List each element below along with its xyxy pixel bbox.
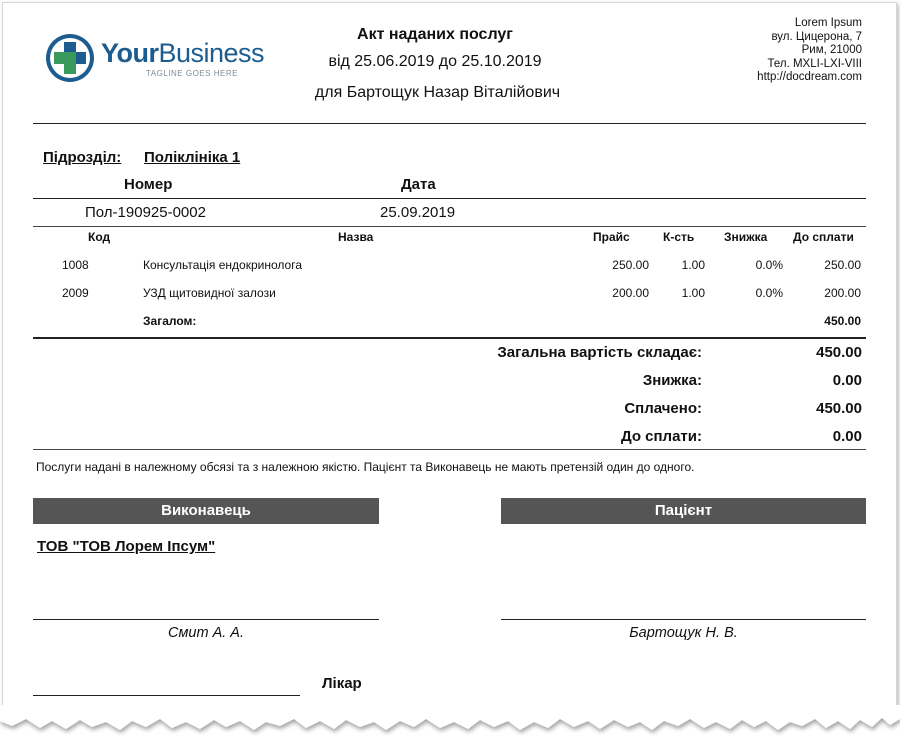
document-period: від 25.06.2019 до 25.10.2019	[328, 53, 542, 70]
doctor-signature-line	[33, 695, 300, 696]
executor-company: ТОВ "ТОВ Лорем Іпсум"	[37, 538, 216, 555]
logo-cross-icon	[44, 32, 96, 84]
company-name: Lorem Ipsum	[794, 17, 862, 29]
doc-header-divider	[33, 198, 866, 199]
row-qty: 1.00	[681, 258, 705, 272]
paid-label: Сплачено:	[624, 400, 702, 417]
patient-signature-line	[501, 619, 866, 620]
row-discount: 0.0%	[755, 258, 783, 272]
logo-brand-b: Business	[158, 38, 265, 68]
number-header: Номер	[124, 176, 173, 193]
paid-value: 450.00	[816, 400, 862, 417]
col-price-header: Прайс	[593, 230, 630, 244]
row-code: 2009	[62, 286, 89, 300]
row-due: 250.00	[824, 258, 861, 272]
doctor-label: Лікар	[322, 675, 362, 692]
department-label: Підрозділ:	[43, 149, 122, 166]
discount-value: 0.00	[832, 372, 862, 389]
col-name-header: Назва	[338, 230, 374, 244]
executor-signature-line	[33, 619, 379, 620]
header-divider	[33, 123, 866, 124]
service-note: Послуги надані в належному обсязі та з належною якістю. Пацієнт та Виконавець не мають претензій один до одного.	[36, 460, 695, 474]
executor-signer: Смит А. А.	[167, 625, 244, 641]
col-due-header: До сплати	[793, 230, 854, 244]
row-code: 1008	[62, 258, 89, 272]
patient-signer: Бартощук Н. В.	[629, 625, 738, 641]
company-phone: Тел. MXLI-LXI-VIII	[767, 57, 862, 70]
col-qty-header: К-сть	[663, 230, 695, 244]
patient-header: Пацієнт	[501, 498, 866, 524]
row-qty: 1.00	[681, 286, 705, 300]
row-name: Консультація ендокринолога	[143, 258, 302, 272]
executor-header: Виконавець	[33, 498, 379, 524]
totals-divider	[33, 337, 866, 339]
row-due: 200.00	[824, 286, 861, 300]
total-cost-label: Загальна вартість складає:	[497, 344, 702, 361]
total-cost-value: 450.00	[816, 344, 862, 361]
row-discount: 0.0%	[755, 286, 783, 300]
row-name: УЗД щитовидної залози	[143, 286, 276, 300]
table-top-divider	[33, 226, 866, 227]
company-address	[757, 17, 862, 85]
company-url[interactable]: http://docdream.com	[757, 71, 862, 83]
document-recipient: для Бартощук Назар Віталійович	[314, 84, 561, 101]
logo-wordmark	[101, 38, 264, 69]
document-title: Акт наданих послуг	[357, 26, 513, 43]
logo-brand-a: Your	[101, 38, 159, 68]
amount-due-value: 0.00	[832, 428, 862, 445]
discount-label: Знижка:	[642, 372, 702, 389]
row-price: 250.00	[612, 258, 649, 272]
note-divider	[33, 449, 866, 450]
doc-number: Пол-190925-0002	[85, 204, 206, 221]
col-discount-header: Знижка	[724, 230, 768, 244]
col-code-header: Код	[88, 230, 111, 244]
doc-date: 25.09.2019	[380, 204, 456, 221]
table-total-label: Загалом:	[143, 314, 197, 328]
torn-edge-decoration	[0, 705, 900, 746]
department-value: Поліклініка 1	[144, 149, 241, 166]
table-total-value: 450.00	[824, 314, 861, 328]
amount-due-label: До сплати:	[620, 428, 702, 445]
company-street: вул. Цицерона, 7	[771, 30, 862, 43]
company-logo	[44, 32, 265, 84]
date-header: Дата	[401, 176, 436, 193]
company-city: Рим, 21000	[801, 44, 862, 56]
logo-tagline: TAGLINE GOES HERE	[146, 69, 238, 78]
row-price: 200.00	[612, 286, 649, 300]
